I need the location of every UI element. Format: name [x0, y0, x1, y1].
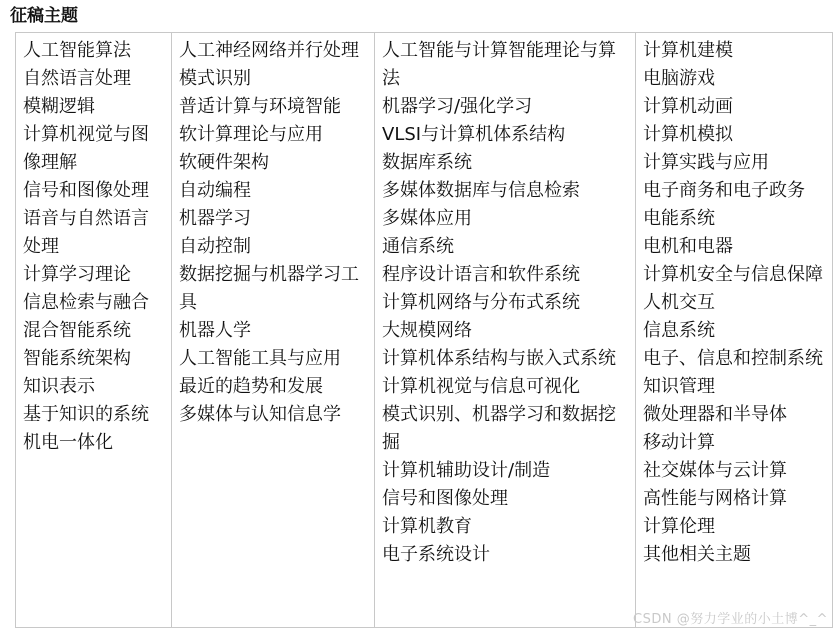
topic-item: 大规模网络 — [382, 320, 472, 341]
topic-item: VLSI与计算机体系结构 — [382, 124, 566, 145]
topic-item: 计算机安全与信息保障 — [643, 264, 823, 285]
topic-item: 微处理器和半导体 — [643, 404, 787, 425]
topic-item: 计算机视觉与信息可视化 — [382, 376, 580, 397]
topic-item: 电能系统 — [643, 208, 715, 229]
topic-item: 软硬件架构 — [179, 152, 269, 173]
topic-item: 智能系统架构 — [23, 348, 131, 369]
topic-item: 机器学习/强化学习 — [382, 96, 533, 117]
topic-item: 机电一体化 — [23, 432, 113, 453]
topic-item: 最近的趋势和发展 — [179, 376, 323, 397]
topic-item: 人工智能算法 — [23, 40, 131, 61]
topic-item: 计算机模拟 — [643, 124, 733, 145]
topic-item: 信息检索与融合 — [23, 292, 149, 313]
topic-item: 计算机动画 — [643, 96, 733, 117]
topic-item: 电机和电器 — [643, 236, 733, 257]
topic-item: 知识管理 — [643, 376, 715, 397]
topic-item: 多媒体应用 — [382, 208, 472, 229]
topic-item: 计算学习理论 — [23, 264, 131, 285]
topics-column-3 — [375, 33, 636, 628]
topic-item: 电脑游戏 — [643, 68, 715, 89]
topic-item: 自动编程 — [179, 180, 251, 201]
topic-item: 自然语言处理 — [23, 68, 131, 89]
topic-item: 其他相关主题 — [643, 544, 751, 565]
topic-item: 人工智能工具与应用 — [179, 348, 341, 369]
topic-item: 人工神经网络并行处理 — [179, 40, 359, 61]
topic-item: 普适计算与环境智能 — [179, 96, 341, 117]
topic-item: 数据库系统 — [382, 152, 472, 173]
topic-item: 基于知识的系统 — [23, 404, 149, 425]
section-heading: 征稿主题 — [10, 6, 78, 26]
topics-column-4 — [636, 33, 833, 628]
topic-item: 多媒体数据库与信息检索 — [382, 180, 580, 201]
topic-item: 程序设计语言和软件系统 — [382, 264, 580, 285]
topic-item: 软计算理论与应用 — [179, 124, 323, 145]
topic-item: 信号和图像处理 — [23, 180, 149, 201]
topic-item: 社交媒体与云计算 — [643, 460, 787, 481]
topic-item: 模糊逻辑 — [23, 96, 95, 117]
topic-item: 数据挖掘与机器学习工具 — [179, 264, 359, 313]
topic-item: 人机交互 — [643, 292, 715, 313]
topic-item: 机器学习 — [179, 208, 251, 229]
topic-item: 电子商务和电子政务 — [643, 180, 805, 201]
topic-item: 机器人学 — [179, 320, 251, 341]
topic-item: 计算机视觉与图像理解 — [23, 124, 149, 173]
topic-item: 人工智能与计算智能理论与算法 — [382, 40, 616, 89]
topic-item: 电子、信息和控制系统 — [643, 348, 823, 369]
topic-item: 通信系统 — [382, 236, 454, 257]
csdn-watermark: CSDN @努力学业的小土博^_^ — [633, 612, 828, 627]
topic-item: 计算机建模 — [643, 40, 733, 61]
topic-item: 移动计算 — [643, 432, 715, 453]
topics-column-1 — [16, 33, 172, 628]
topic-item: 自动控制 — [179, 236, 251, 257]
topic-item: 知识表示 — [23, 376, 95, 397]
topic-item: 信息系统 — [643, 320, 715, 341]
topic-item: 多媒体与认知信息学 — [179, 404, 341, 425]
topic-item: 高性能与网格计算 — [643, 488, 787, 509]
topic-item: 模式识别、机器学习和数据挖掘 — [382, 404, 616, 453]
topic-item: 计算伦理 — [643, 516, 715, 537]
topics-row — [16, 33, 833, 628]
topic-item: 信号和图像处理 — [382, 488, 508, 509]
topic-item: 混合智能系统 — [23, 320, 131, 341]
topic-item: 计算机教育 — [382, 516, 472, 537]
topic-item: 计算机体系结构与嵌入式系统 — [382, 348, 616, 369]
topic-item: 语音与自然语言处理 — [23, 208, 149, 257]
topic-item: 计算机辅助设计/制造 — [382, 460, 551, 481]
topic-item: 计算机网络与分布式系统 — [382, 292, 580, 313]
topic-item: 计算实践与应用 — [643, 152, 769, 173]
topic-item: 模式识别 — [179, 68, 251, 89]
topics-table — [15, 32, 833, 628]
topic-item: 电子系统设计 — [382, 544, 490, 565]
topics-column-2 — [172, 33, 375, 628]
